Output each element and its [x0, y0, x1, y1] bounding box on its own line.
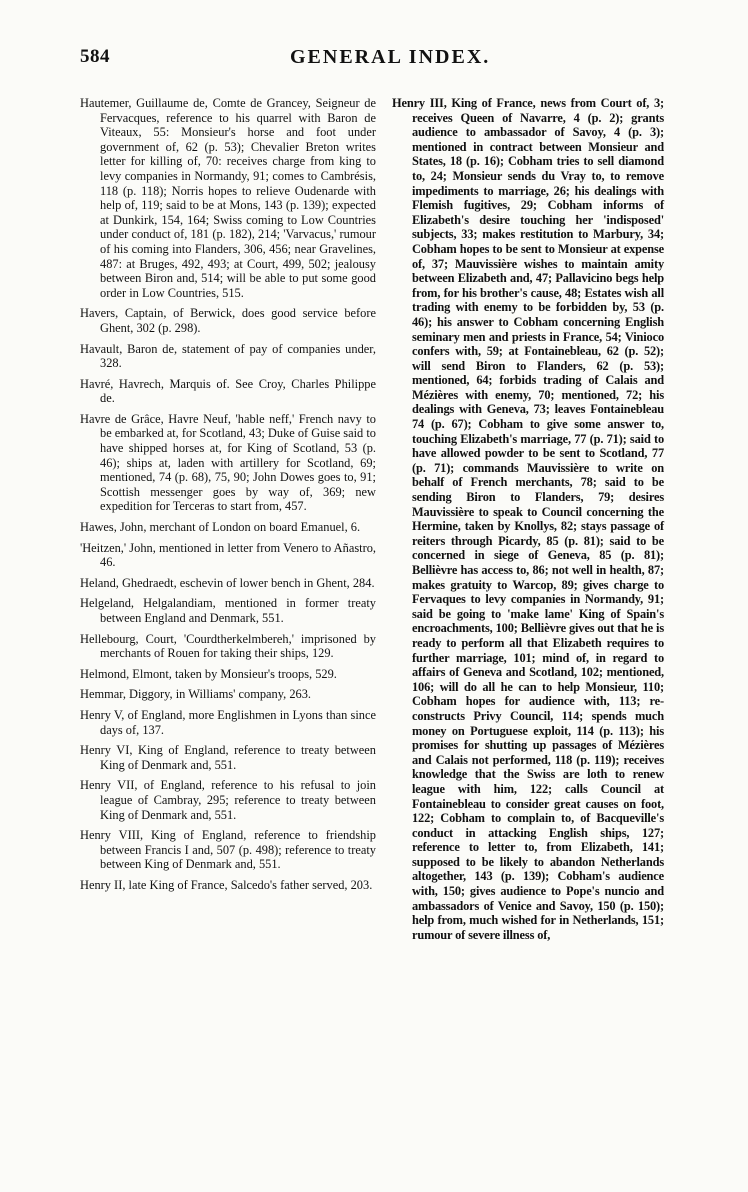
index-entry: [80, 778, 376, 822]
entry-text: French navy to be embarked at, for Scotland, 43; Duke of Guise said to have shipped horses at, for King of Scotland, 53 (p. 46); ships at, laden with artillery for Scotland, 69; mentioned, 74 (p. 68), 75, 90; John Dowes goes to, 91; Scottish messenger goes by way of, 369; new expedition for Terceras to start from, 457.: [100, 411, 376, 514]
entry-text: reference to friendship between Francis I and, 507 (p. 498); reference to treaty between King of Denmark and, 551.: [100, 828, 376, 872]
index-entry: [80, 632, 376, 661]
index-entry: [80, 878, 376, 893]
entry-heading: Henry VI, King of England,: [80, 743, 229, 758]
entry-text: reference to his quarrel with Baron de Viteaux, 55: Monsieur's horse and foot under government of, 62 (p. 53); Chevalier Breton writes letter for killing of, 70: receives charge from king to levy companies in Normandy, 91; comes to Cambrésis, 118 (p. 118); Norris hopes to relieve Oudenarde with help of, 119; said to be at Mons, 143 (p. 139); expected at Dunkirk, 154, 164; Swiss coming to Low Countries under conduct of, 181 (p. 182), 214; 'Varvacus,' rumour of his coming into Flanders, 306, 456; near Gravelines, 487: at Bruges, 492, 493; at Court, 499, 502; jealousy between Biron and, 514; will be able to put some good order in Low Countries, 515.: [100, 110, 376, 300]
entry-text: taken by Monsieur's troops, 529.: [171, 666, 337, 681]
entry-text: Salcedo's father served, 203.: [227, 877, 373, 892]
index-entry: [80, 377, 376, 406]
entry-heading: Hemmar, Diggory,: [80, 687, 173, 702]
index-column-right: [392, 96, 664, 942]
entry-heading: Havre de Grâce, Havre Neuf, 'hable neff,': [80, 411, 295, 426]
entry-text: news from Court of, 3; receives Queen of Navarre, 4 (p. 2); grants audience to ambassador of Savoy, 4 (p. 3); mentioned in contract between Monsieur and States, 18 (p. 16); Cobham tries to sell diamond to, 24; Monsieur sends du Vray to, to remove impediments to marriage, 26; his dealings with Flemish fugitives, 29; Cobham informs of Elizabeth's desire touching her 'indisposed' subjects, 33; makes restitution to Marbury, 34; Cobham hopes to be sent to Monsieur at expense of, 37; Mauvissière wishes to maintain amity between Elizabeth and, 47; Pallavicino begs help from, for his brother's cause, 48; Estates wish all trading with enemy to be forbidden by, 53 (p. 46); his answer to Cobham concerning English seminary men and priests in France, 54; Vinioco confers with, 59; at Fontainebleau, 62 (p. 52); will send Biron to Flanders, 62 (p. 53); mentioned, 64; forbids trading of Calais and Mézières with enemy, 70; mentioned, 72; his dealings with Geneva, 73; leaves Fontainebleau 74 (p. 67); Cobham to give some answer to, touching Elizabeth's marriage, 77 (p. 71); said to have allowed powder to be sent to Scotland, 77 (p. 71); commands Mauvissière to write on behalf of French merchants, 78; said to be sending Biron to Flanders, 79; desires Mauvissière to speak to Council concerning the Hermine, taken by Knollys, 82; stays passage of reiters through Picardy, 85 (p. 81); said to be concerned in siege of Geneva, 85 (p. 81); Bellièvre has access to, 86; not well in health, 87; makes gratuity to Warcop, 89; gives charge to Fervaques to levy companies in Normandy, 91; said be going to 'make lame' King of Spain's encroachments, 100; Bellièvre gives out that he is ready to perform all that Elizabeth requires to further marriage, 101; mind of, in regard to affairs of Geneva and Scotland, 102; mentioned, 106; will do all he can to help Monsieur, 110; Cobham hopes for audience with, 113; re-constructs Privy Council, 114; spends much money on Portuguese exploit, 114 (p. 113); his promises for shutting up passages of Mézières and Calais not performed, 118 (p. 119); receives knowledge that the Swiss are loth to renew league with him, 122; calls Council at Fontainebleau to consider great causes on foot, 122; Cobham to complain to, of Bacqueville's conduct in attacking English ships, 127; reference to letter to, from Elizabeth, 141; supposed to be likely to abandon Netherlands altogether, 143 (p. 139); Cobham's audience with, 150; gives audience to Pope's nuncio and ambassadors of Venice and Savoy, 150 (p. 150); help from, much wished for in Netherlands, 151; rumour of severe illness of,: [412, 96, 664, 942]
entry-heading: Heland, Ghedraedt,: [80, 575, 177, 590]
index-entry: [80, 687, 376, 702]
entry-heading: Henry VIII, King of England,: [80, 828, 247, 843]
entry-heading: Havault, Baron de,: [80, 341, 178, 356]
index-entry: [80, 306, 376, 335]
entry-text: merchant of London on board Emanuel, 6.: [146, 520, 361, 535]
index-column-left: [80, 96, 376, 899]
entry-text: mentioned in former treaty between England and Denmark, 551.: [100, 596, 376, 625]
entry-heading: 'Heitzen,' John,: [80, 540, 156, 555]
index-entry: [80, 667, 376, 682]
index-entry: [80, 412, 376, 514]
entry-heading: Henry II, late King of France,: [80, 877, 228, 892]
index-entry: [392, 96, 664, 942]
index-entry: [80, 541, 376, 570]
index-entry: [80, 596, 376, 625]
entry-text: reference to his refusal to join league of Cambray, 295; reference to treaty between King of Denmark and, 551.: [100, 778, 376, 822]
entry-heading: Helgeland, Helgalandiam,: [80, 596, 216, 611]
entry-heading: Havers, Captain, of Berwick,: [80, 306, 236, 321]
page-number: 584: [80, 46, 110, 67]
index-entry: [80, 576, 376, 591]
page-header: [80, 46, 680, 76]
entry-heading: Havré, Havrech, Marquis of.: [80, 376, 230, 391]
entry-heading: Henry III, King of France,: [392, 96, 536, 110]
index-entry: [80, 708, 376, 737]
entry-heading: Helmond, Elmont,: [80, 666, 172, 681]
entry-heading: Hautemer, Guillaume de, Comte de Grancey, Seigneur de Fervacques,: [80, 96, 376, 125]
entry-text: reference to treaty between King of Denmark and, 551.: [100, 743, 376, 772]
index-entry: [80, 520, 376, 535]
entry-text: eschevin of lower bench in Ghent, 284.: [176, 575, 375, 590]
entry-heading: Henry VII, of England,: [80, 778, 205, 793]
index-entry: [80, 342, 376, 371]
index-entry: [80, 743, 376, 772]
running-title: GENERAL INDEX.: [290, 46, 491, 68]
entry-text: mentioned in letter from Venero to Añastro, 46.: [100, 540, 376, 570]
entry-text: more Englishmen in Lyons than since days of, 137.: [100, 707, 376, 737]
entry-heading: Hellebourg, Court, 'Courdtherkelmbereh,': [80, 631, 294, 646]
index-entry: [80, 96, 376, 300]
entry-heading: Hawes, John,: [80, 520, 147, 535]
entry-text: imprisoned by merchants of Rouen for taking their ships, 129.: [100, 631, 376, 661]
entry-text: statement of pay of companies under, 328.: [100, 341, 376, 371]
entry-text: does good service before Ghent, 302 (p. 298).: [100, 306, 376, 335]
entry-text: See Croy, Charles Philippe de.: [100, 376, 376, 406]
entry-text: in Williams' company, 263.: [172, 687, 311, 702]
index-entry: [80, 828, 376, 872]
entry-heading: Henry V, of England,: [80, 707, 186, 722]
